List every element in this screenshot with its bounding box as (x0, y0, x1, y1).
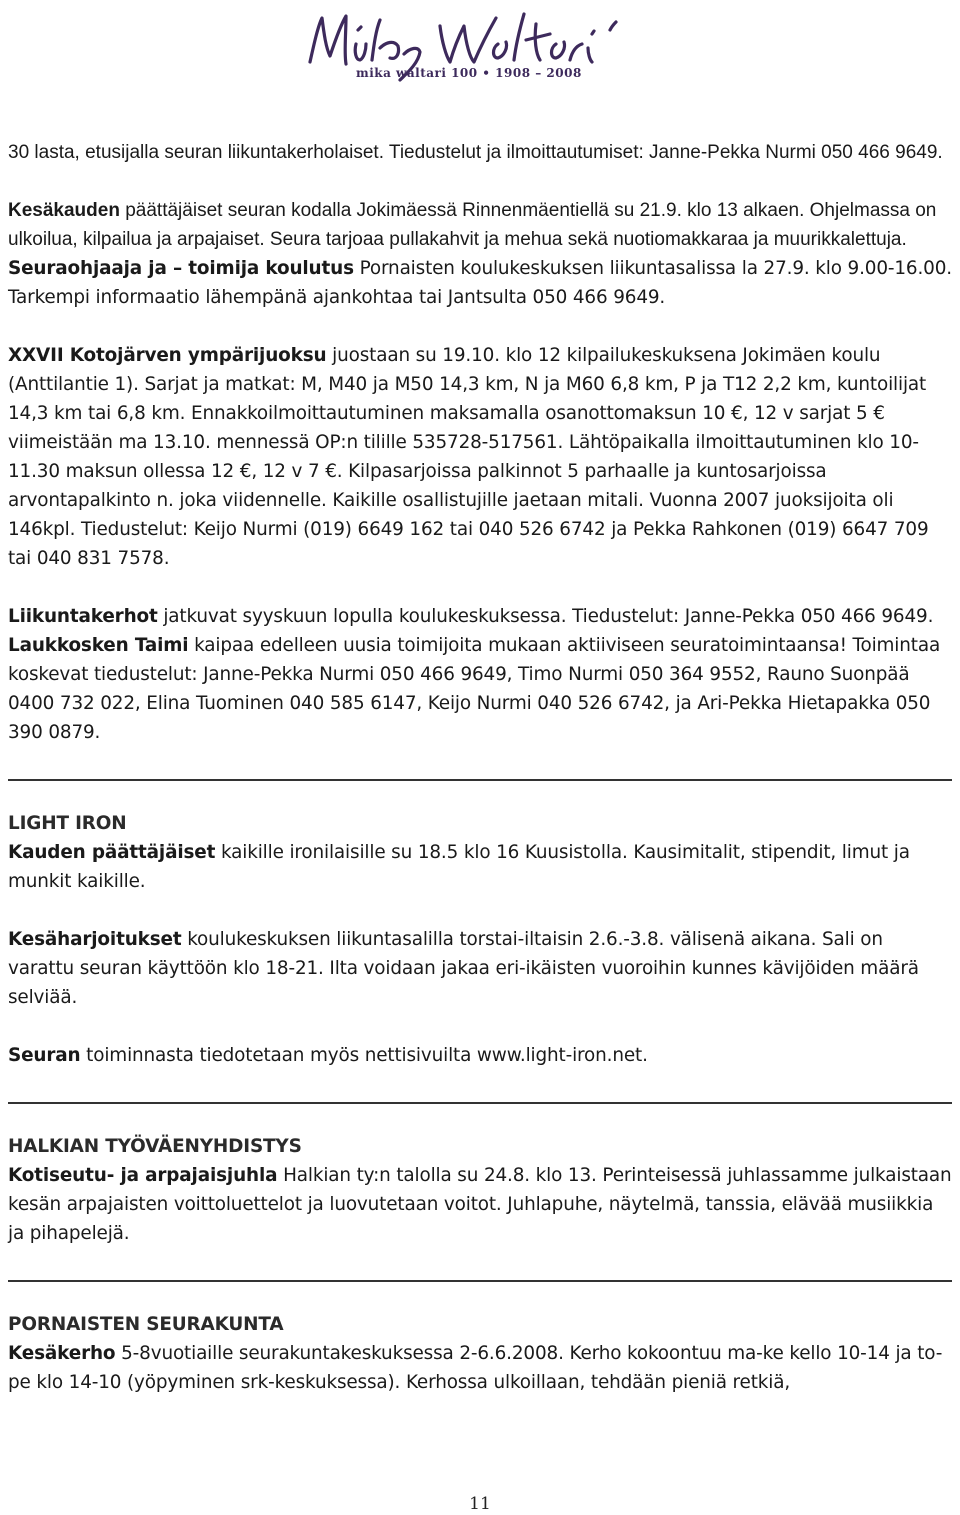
page-number: 11 (469, 1494, 491, 1514)
section-heading-halkia: HALKIAN TYÖVÄENYHDISTYS (8, 1136, 302, 1157)
bold-laukkosken-taimi: Laukkosken Taimi (8, 635, 189, 656)
paragraph-halkia-festival: Kotiseutu- ja arpajaisjuhla Halkian ty:n talolla su 24.8. klo 13. Perinteisessä juhlassamme julkaistaan kesän arpajaisten voittoluettelot ja luovutetaan voitot. Juhlapuhe, näytelmä, tanssia, elävää musiikkia ja pihapelejä. (8, 1165, 952, 1244)
bold-liikuntakerhot: Liikuntakerhot (8, 606, 158, 627)
paragraph-light-iron-summer-training: Kesäharjoitukset koulukeskuksen liikuntasalilla torstai-iltaisin 2.6.-3.8. välisenä aikana. Sali on varattu seuran käyttöön klo 18-21. Ilta voidaan jakaa eri-ikäisten vuoroihin kunnes kävijöiden määrä selviää. (8, 929, 919, 1008)
paragraph-registration: 30 lasta, etusijalla seuran liikuntakerholaiset. Tiedustelut ja ilmoittautumiset: Janne-Pekka Nurmi 050 466 9649. (8, 142, 943, 163)
paragraph-light-iron-website: Seuran toiminnasta tiedotetaan myös nettisivuilta www.light-iron.net. (8, 1045, 648, 1066)
bold-kesakauden: Kesäkauden (8, 200, 120, 221)
section-heading-seurakunta: PORNAISTEN SEURAKUNTA (8, 1314, 284, 1335)
paragraph-coach-training: Seuraohjaaja ja – toimija koulutus Pornaisten koulukeskuksen liikuntasalissa la 27.9. klo 9.00-16.00. Tarkempi informaatio lähempänä ajankohtaa tai Jantsulta 050 466 9649. (8, 258, 952, 308)
paragraph-light-iron-season-end: Kauden päättäjäiset kaikille ironilaisille su 18.5 klo 16 Kuusistolla. Kausimitalit, stipendit, limut ja munkit kaikille. (8, 842, 910, 892)
logo-caption: mika waltari 100 • 1908 – 2008 (356, 66, 582, 80)
paragraph-sport-clubs: Liikuntakerhot jatkuvat syyskuun lopulla koulukeskuksessa. Tiedustelut: Janne-Pekka 050 466 9649. Laukkosken Taimi kaipaa edelleen uusia toimijoita mukaan aktiiviseen seuratoimintaansa! Toimintaa koskevat tiedustelut: Janne-Pekka Nurmi 050 466 9649, Timo Nurmi 050 364 9552, Rauno Suonpää 0400 732 022, Elina Tuominen 040 585 6147, Keijo Nurmi 040 526 6742, ja Ari-Pekka Hietapakka 050 390 0879. (8, 606, 941, 743)
paragraph-season-end: Kesäkauden päättäjäiset seuran kodalla Jokimäessä Rinnenmäentiellä su 21.9. klo 13 alkaen. Ohjelmassa on ulkoilua, kilpailua ja arpajaiset. Seura tarjoaa pullakahvit ja mehua sekä nuotiomakkaraa ja muurikkalettuja. (8, 200, 937, 250)
paragraph-summer-club: Kesäkerho 5-8vuotiaille seurakuntakeskuksessa 2-6.6.2008. Kerho kokoontuu ma-ke kello 10-14 ja to-pe klo 14-10 (yöpyminen srk-keskuksessa). Kerhossa ulkoillaan, tehdään pieniä retkiä, (8, 1343, 943, 1393)
section-heading-light-iron: LIGHT IRON (8, 813, 127, 834)
page-content (8, 138, 952, 1397)
paragraph-kotojarvi-run: XXVII Kotojärven ympärijuoksu juostaan su 19.10. klo 12 kilpailukeskuksena Jokimäen koulu (Anttilantie 1). Sarjat ja matkat: M, M40 ja M50 14,3 km, N ja M60 6,8 km, P ja T12 2,2 km, kuntoilijat 14,3 km tai 6,8 km. Ennakkoilmoittautuminen maksamalla osanottomaksun 10 €, 12 v sarjat 5 € viimeistään ma 13.10. mennessä OP:n tilille 535728-517561. Lähtöpaikalla ilmoittautuminen klo 10-11.30 maksun ollessa 12 €, 12 v 7 €. Kilpasarjoissa palkinnot 5 parhaalle ja kuntosarjoissa arvontapalkinto n. joka viidennelle. Kaikille osallistujille jaetaan mitali. Vuonna 2007 juoksijoita oli 146kpl. Tiedustelut: Keijo Nurmi (019) 6649 162 tai 040 526 6742 ja Pekka Rahkonen (019) 6647 709 tai 040 831 7578. (8, 345, 929, 569)
bold-seuraohjaaja: Seuraohjaaja ja – toimija koulutus (8, 258, 354, 279)
mika-waltari-logo (300, 4, 640, 84)
bold-kotojarvi: XXVII Kotojärven ympärijuoksu (8, 345, 327, 366)
